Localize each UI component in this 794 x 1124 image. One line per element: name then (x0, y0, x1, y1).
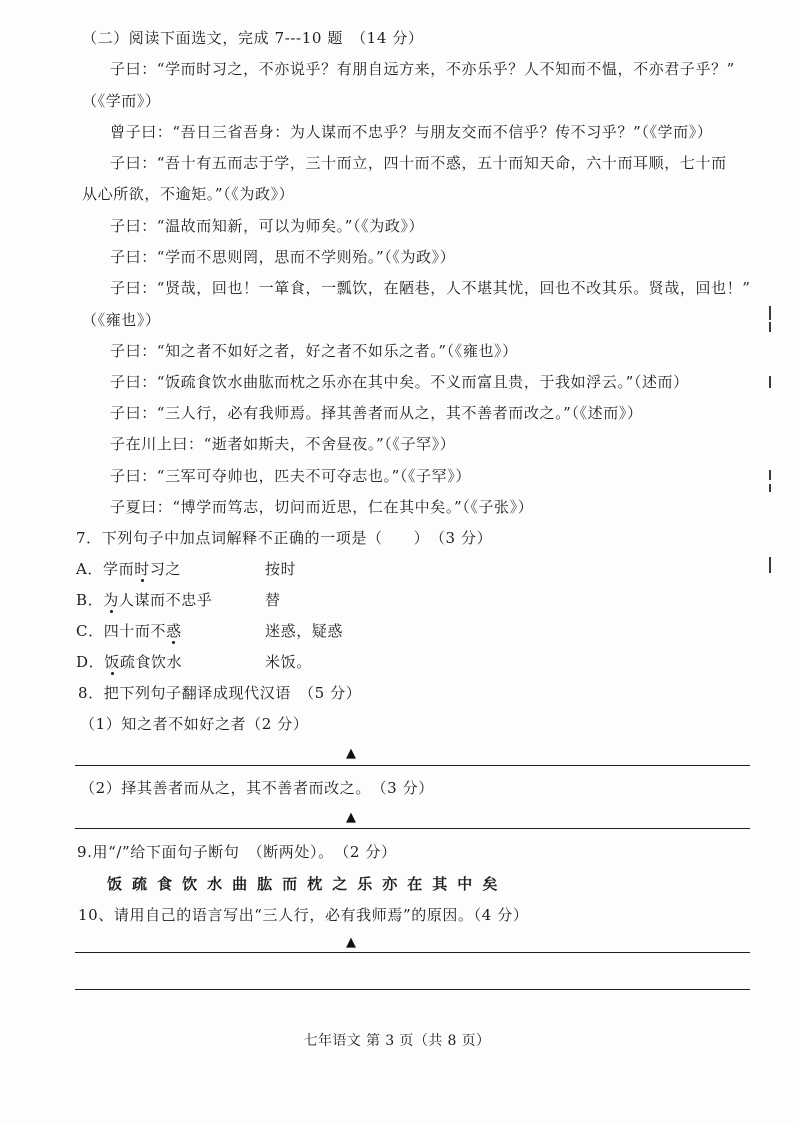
passage-line: （《雍也》） (82, 311, 161, 329)
dotted-word: 时 (134, 560, 150, 578)
dotted-word: 为 (103, 591, 119, 609)
answer-line (75, 952, 750, 953)
scan-artifact (769, 470, 771, 480)
option-text: 习之 (149, 560, 182, 578)
option-label: B． (76, 591, 104, 609)
scan-artifact (769, 376, 771, 388)
option-label: D． (76, 653, 105, 671)
scan-artifact (769, 322, 771, 332)
option-label: C． (76, 622, 104, 640)
answer-line (75, 765, 750, 766)
scan-artifact (769, 557, 771, 573)
question-10-stem: 10、请用自己的语言写出“三人行，必有我师焉”的原因。（4 分） (78, 906, 529, 924)
q7-option-a (76, 559, 181, 579)
scan-artifact (769, 484, 771, 492)
answer-line (75, 828, 750, 829)
passage-line: （《学而》） (82, 92, 161, 110)
answer-marker-triangle: ▲ (346, 810, 356, 825)
question-9-sentence: 饭 疏 食 饮 水 曲 肱 而 枕 之 乐 亦 在 其 中 矣 (107, 875, 500, 893)
question-8-item-1: （1）知之者不如好之者（2 分） (80, 715, 309, 733)
passage-line: 子曰：“温故而知新，可以为师矣。”（《为政》） (110, 217, 425, 235)
q7-option-c (76, 621, 182, 641)
passage-line: 子夏曰：“博学而笃志，切问而近思，仁在其中矣。”（《子张》） (110, 498, 534, 516)
option-text: 疏食饮水 (119, 653, 183, 671)
q7-option-c-meaning: 迷惑，疑惑 (265, 622, 344, 640)
option-text: 四十而不 (103, 622, 167, 640)
passage-line: 子曰：“吾十有五而志于学，三十而立，四十而不惑，五十而知天命，六十而耳顺，七十而 (110, 154, 727, 172)
dotted-word: 饭 (104, 653, 120, 671)
section-title: （二）阅读下面选文，完成 7---10 题 （14 分） (82, 29, 424, 47)
q7-option-d (76, 652, 182, 672)
dotted-word: 惑 (166, 622, 182, 640)
passage-line: 子在川上曰：“逝者如斯夫，不舍昼夜。”（《子罕》） (110, 435, 456, 453)
passage-line: 曾子曰：“吾日三省吾身：为人谋而不忠乎？与朋友交而不信乎？传不习乎？”（《学而》） (110, 123, 713, 141)
answer-marker-triangle: ▲ (346, 746, 356, 761)
passage-line: 从心所欲，不逾矩。”（《为政》） (82, 185, 295, 203)
passage-line: 子曰：“学而时习之，不亦说乎？有朋自远方来，不亦乐乎？人不知而不愠，不亦君子乎？” (110, 60, 735, 78)
passage-line: 子曰：“饭疏食饮水曲肱而枕之乐亦在其中矣。不义而富且贵，于我如浮云。”（述而） (110, 373, 689, 391)
option-label: A． (76, 560, 104, 578)
question-9-stem: 9.用“/”给下面句子断句 （断两处）。 （2 分） (77, 843, 397, 861)
passage-line: 子曰：“知之者不如好之者，好之者不如乐之者。”（《雍也》） (110, 342, 518, 360)
question-7-stem: 7．下列句子中加点词解释不正确的一项是（ ） （3 分） (76, 529, 493, 547)
option-text: 人谋而不忠乎 (118, 591, 213, 609)
answer-marker-triangle: ▲ (346, 935, 356, 950)
passage-line: 子曰：“三军可夺帅也，匹夫不可夺志也。”（《子罕》） (110, 467, 471, 485)
page-footer: 七年语文 第 3 页（共 8 页） (303, 1033, 491, 1049)
passage-line: 子曰：“三人行，必有我师焉。择其善者而从之，其不善者而改之。”（《述而》） (110, 404, 643, 422)
q7-option-a-meaning: 按时 (265, 560, 297, 578)
q7-option-b (76, 590, 212, 610)
option-text: 学而 (103, 560, 135, 578)
question-8-item-2: （2）择其善者而从之，其不善者而改之。 （3 分） (80, 779, 434, 797)
question-8-stem: 8．把下列句子翻译成现代汉语 （5 分） (78, 684, 362, 702)
q7-option-b-meaning: 替 (265, 591, 281, 609)
passage-line: 子曰：“学而不思则罔，思而不学则殆。”（《为政》） (110, 248, 456, 266)
scan-artifact (769, 306, 771, 320)
answer-line (75, 989, 750, 990)
q7-option-d-meaning: 米饭。 (265, 653, 312, 671)
passage-line: 子曰：“贤哉，回也！一箪食，一瓢饮，在陋巷，人不堪其忧，回也不改其乐。贤哉，回也！” (110, 279, 751, 297)
